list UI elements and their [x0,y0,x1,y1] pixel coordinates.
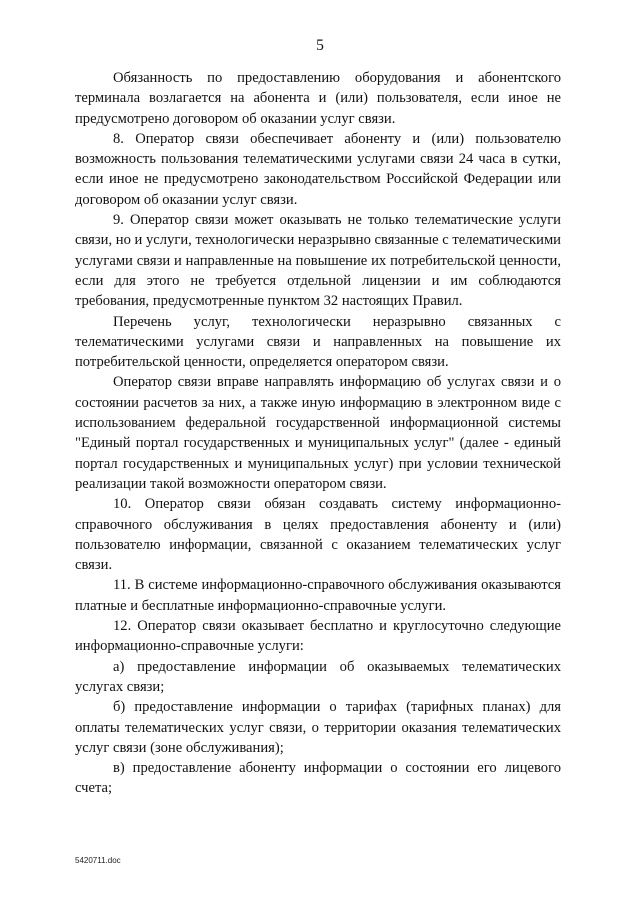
paragraph-item-12b: б) предоставление информации о тарифах (тарифных планах) для оплаты телематических услуг связи, о территории оказания телематических услуг связи (зоне обслуживания); [75,699,561,756]
page-number: 5 [316,37,324,54]
document-filename: 5420711.doc [75,856,121,865]
paragraph-item-8: 8. Оператор связи обеспечивает абоненту и (или) пользователю возможность пользования телематическими услугами связи 24 часа в сутки, если иное не предусмотрено законодательством Российской Федерации или договором об оказании услуг связи. [75,130,561,208]
paragraph-item-10: 10. Оператор связи обязан создавать систему информационно-справочного обслуживания в целях предоставления абоненту и (или) пользователю информации, связанной с оказанием телематических услуг связи. [75,496,561,574]
paragraph-services-list: Перечень услуг, технологически неразрывно связанных с телематическими услугами связи и направленных на повышение их потребительской ценности, определяется оператором связи. [75,313,561,371]
paragraph-item-12a: а) предоставление информации об оказываемых телематических услугах связи; [75,658,561,695]
paragraph-equipment-obligation: Обязанность по предоставлению оборудования и абонентского терминала возлагается на абонента и (или) пользователя, если иное не предусмотрено договором об оказании услуг связи. [75,70,561,127]
paragraph-item-12: 12. Оператор связи оказывает бесплатно и круглосуточно следующие информационно-справочные услуги: [75,618,561,655]
paragraph-unified-portal: Оператор связи вправе направлять информацию об услугах связи и о состоянии расчетов за них, а также иную информацию в электронном виде с использованием федеральной государственной информационной системы "Единый портал государственных и муниципальных услуг" (далее - единый портал государственных и муниципальных услуг) при условии технической реализации такой возможности оператором связи. [75,374,561,492]
document-body [75,68,561,799]
paragraph-item-9: 9. Оператор связи может оказывать не только телематические услуги связи, но и услуги, технологически неразрывно связанные с телематическими услугами связи и направленные на повышение их потребительской ценности, если для этого не требуется отдельной лицензии и им соблюдаются требования, предусмотренные пунктом 32 настоящих Правил. [75,212,561,310]
paragraph-item-12v: в) предоставление абоненту информации о состоянии его лицевого счета; [75,760,561,797]
paragraph-item-11: 11. В системе информационно-справочного обслуживания оказываются платные и бесплатные информационно-справочные услуги. [75,577,561,614]
